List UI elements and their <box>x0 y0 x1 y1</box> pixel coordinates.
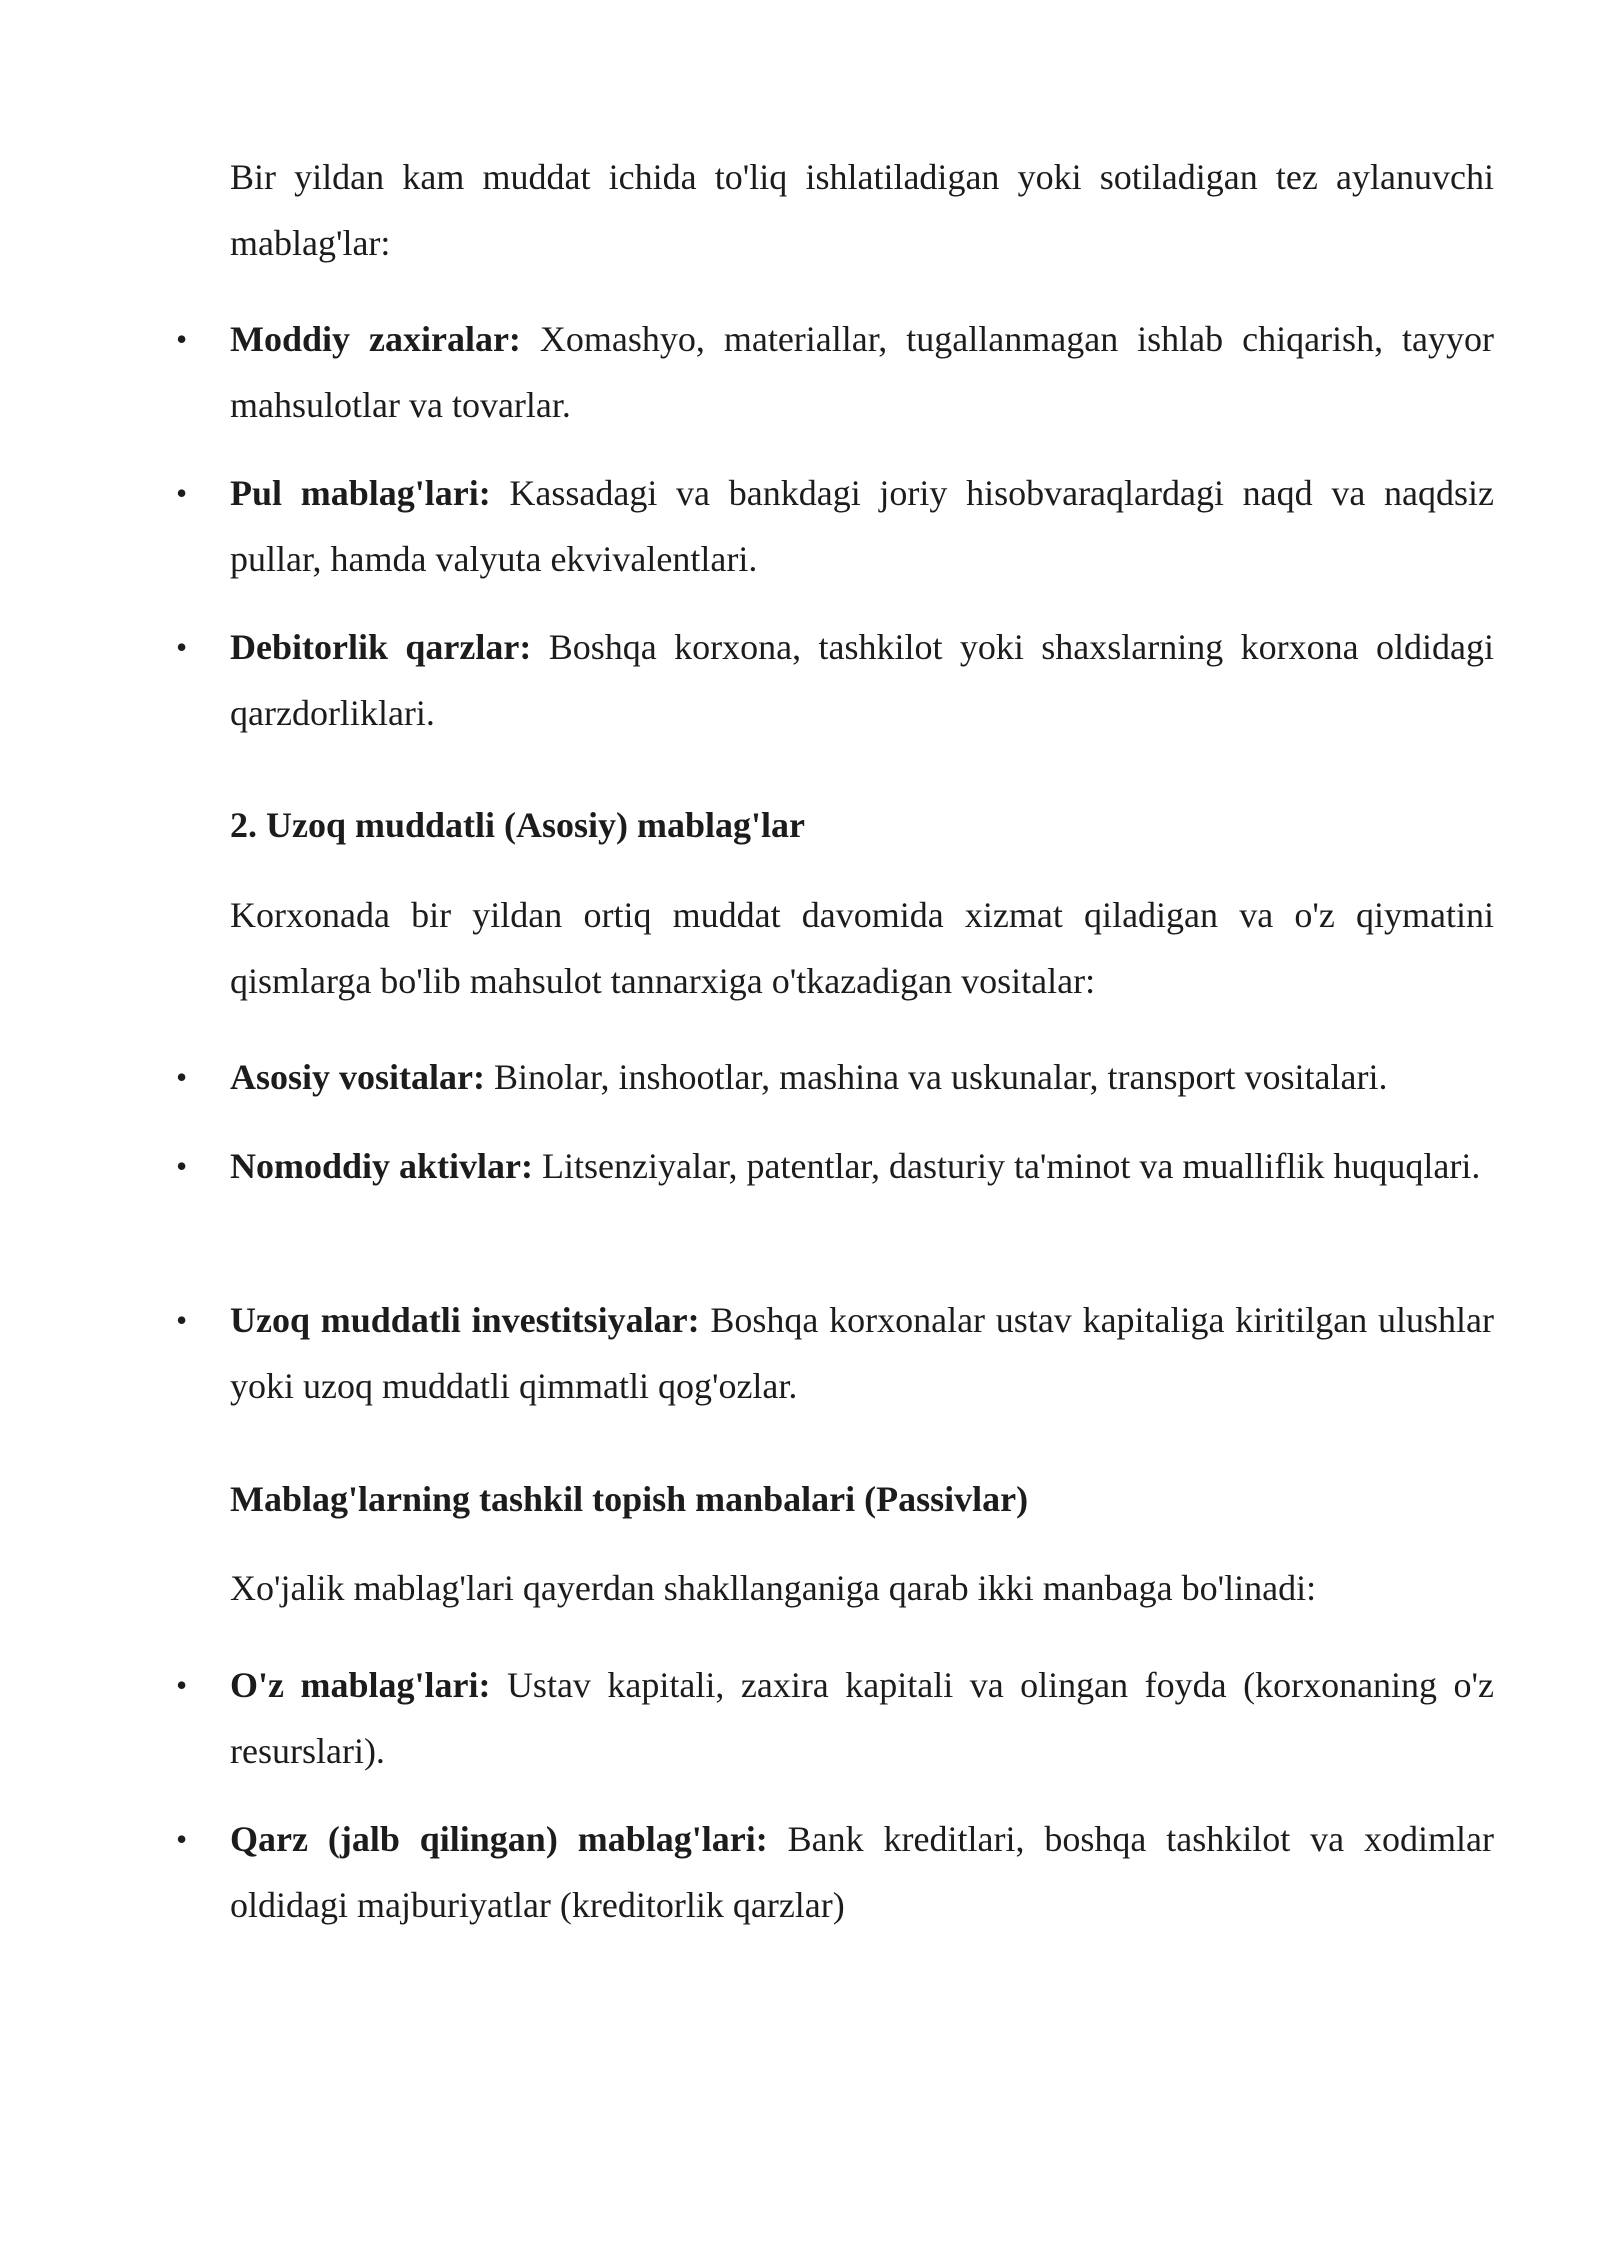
list-item <box>176 614 1494 746</box>
bullet-icon: • <box>176 475 188 511</box>
bullet-icon: • <box>176 1302 188 1338</box>
section2-heading: 2. Uzoq muddatli (Asosiy) mablag'lar <box>230 805 806 845</box>
list-item <box>176 306 1495 438</box>
item-term: Debitorlik qarzlar: <box>230 627 549 667</box>
section3-intro: Xo'jalik mablag'lari qayerdan shakllanganiga qarab ikki manbaga bo'linadi: <box>230 1568 1317 1608</box>
bullet-icon: • <box>176 1148 188 1184</box>
item-text: Binolar, inshootlar, mashina va uskunalar, transport vositalari. <box>494 1057 1388 1097</box>
item-term: Nomoddiy aktivlar: <box>230 1146 543 1186</box>
item-text: Ustav kapitali, zaxira kapitali va olingan foyda (korxonaning o'z resurslari). <box>230 1665 1494 1771</box>
bullet-icon: • <box>176 1667 188 1703</box>
item-term: Moddiy zaxiralar: <box>230 319 540 359</box>
bullet-icon: • <box>176 1821 188 1857</box>
section2-intro: Korxonada bir yildan ortiq muddat davomida xizmat qiladigan va o'z qiymatini qismlarga bo'lib mahsulot tannarxiga o'tkazadigan vositalar: <box>230 895 1494 1001</box>
bullet-icon: • <box>176 321 188 357</box>
item-term: Asosiy vositalar: <box>230 1057 494 1097</box>
list-item <box>176 1044 1494 1110</box>
item-text: Boshqa korxonalar ustav kapitaliga kiritilgan ulushlar yoki uzoq muddatli qimmatli qog'ozlar. <box>230 1300 1495 1406</box>
list-item <box>176 1287 1495 1419</box>
item-text: Litsenziyalar, patentlar, dasturiy ta'minot va mualliflik huquqlari. <box>542 1146 1481 1186</box>
list-item <box>176 460 1495 592</box>
section3-heading: Mablag'larning tashkil topish manbalari (Passivlar) <box>230 1479 1029 1519</box>
item-text: Bank kreditlari, boshqa tashkilot va xodimlar oldidagi majburiyatlar (kreditorlik qarzlar) <box>230 1819 1494 1925</box>
list-item <box>176 1806 1494 1938</box>
section1-intro: Bir yildan kam muddat ichida to'liq ishlatiladigan yoki sotiladigan tez aylanuvchi mablag'lar: <box>230 157 1494 263</box>
item-term: Uzoq muddatli investitsiyalar: <box>230 1300 711 1340</box>
list-item <box>176 1652 1494 1784</box>
item-text: Boshqa korxona, tashkilot yoki shaxslarning korxona oldidagi qarzdorliklari. <box>230 627 1494 733</box>
item-text: Xomashyo, materiallar, tugallanmagan ishlab chiqarish, tayyor mahsulotlar va tovarlar. <box>230 319 1495 425</box>
bullet-icon: • <box>176 1059 188 1095</box>
list-item <box>176 1133 1494 1199</box>
item-term: Qarz (jalb qilingan) mablag'lari: <box>230 1819 788 1859</box>
bullet-icon: • <box>176 629 188 665</box>
item-term: Pul mablag'lari: <box>230 473 510 513</box>
item-term: O'z mablag'lari: <box>230 1665 507 1705</box>
item-text: Kassadagi va bankdagi joriy hisobvaraqlardagi naqd va naqdsiz pullar, hamda valyuta ekvivalentlari. <box>230 473 1495 579</box>
